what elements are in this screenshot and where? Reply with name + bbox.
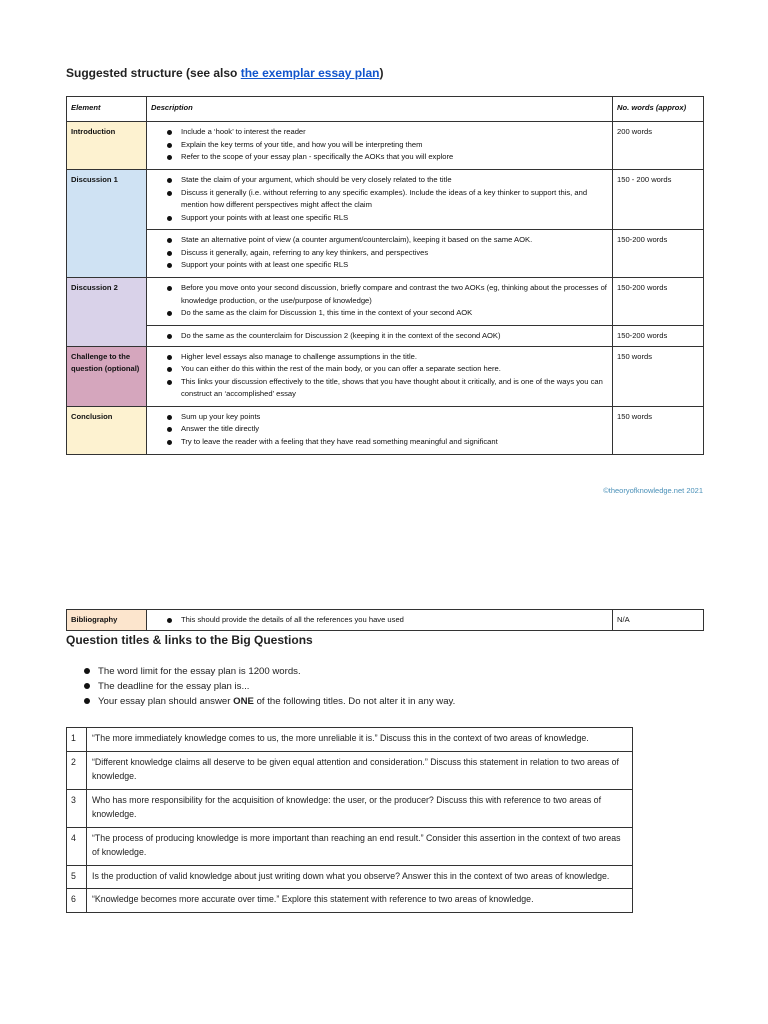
introduction-description (147, 122, 613, 170)
discussion1-claim-words: 150 - 200 words (613, 170, 704, 230)
conclusion-label: Conclusion (67, 406, 147, 454)
table-row (67, 827, 633, 865)
title-number: 2 (67, 751, 87, 789)
list-item: Sum up your key points (167, 411, 608, 424)
introduction-words: 200 words (613, 122, 704, 170)
structure-header-row (67, 97, 704, 122)
discussion2-claim-row (67, 278, 704, 326)
list-item: State the claim of your argument, which should be very closely related to the title (167, 174, 608, 187)
bibliography-table (66, 609, 704, 631)
discussion2-counter-description (147, 326, 613, 347)
conclusion-description (147, 406, 613, 454)
discussion2-counter-row (67, 326, 704, 347)
introduction-label: Introduction (67, 122, 147, 170)
list-item: Support your points with at least one specific RLS (167, 212, 608, 225)
discussion2-claim-description (147, 278, 613, 326)
challenge-words: 150 words (613, 346, 704, 406)
discussion1-label: Discussion 1 (67, 170, 147, 278)
discussion1-counter-description (147, 230, 613, 278)
conclusion-row (67, 406, 704, 454)
list-item: Explain the key terms of your title, and how you will be interpreting them (167, 139, 608, 152)
answer-note (84, 694, 455, 709)
discussion1-counter-row (67, 230, 704, 278)
challenge-row (67, 346, 704, 406)
structure-heading-close: ) (379, 66, 384, 80)
title-text: Is the production of valid knowledge about just writing down what you observe? Answer this in the context of two areas of knowledge. (87, 865, 633, 889)
discussion2-label: Discussion 2 (67, 278, 147, 347)
word-limit-note: The word limit for the essay plan is 1200 words. (84, 664, 455, 679)
table-row (67, 865, 633, 889)
answer-note-after: of the following titles. Do not alter it in any way. (253, 696, 456, 707)
list-item: Support your points with at least one specific RLS (167, 259, 608, 272)
deadline-note: The deadline for the essay plan is... (84, 679, 455, 694)
challenge-description (147, 346, 613, 406)
bibliography-label: Bibliography (67, 610, 147, 631)
list-item: Discuss it generally, again, referring to any key thinkers, and perspectives (167, 247, 608, 260)
title-number: 4 (67, 827, 87, 865)
introduction-row (67, 122, 704, 170)
list-item: Answer the title directly (167, 423, 608, 436)
table-row (67, 789, 633, 827)
list-item: Do the same as the claim for Discussion 1, this time in the context of your second AOK (167, 307, 608, 320)
exemplar-essay-plan-link[interactable]: the exemplar essay plan (240, 66, 380, 80)
list-item: Include a ‘hook’ to interest the reader (167, 126, 608, 139)
bibliography-row (67, 610, 704, 631)
title-text: “The more immediately knowledge comes to us, the more unreliable it is.” Discuss this in the context of two areas of knowledge. (87, 728, 633, 752)
structure-table (66, 96, 704, 455)
discussion1-claim-row (67, 170, 704, 230)
answer-note-before: Your essay plan should answer (98, 696, 234, 707)
question-titles-table (66, 727, 633, 913)
essay-notes (84, 664, 455, 709)
header-words: No. words (approx) (613, 97, 704, 122)
header-element: Element (67, 97, 147, 122)
list-item: This should provide the details of all the references you have used (167, 614, 608, 626)
list-item: Try to leave the reader with a feeling that they have read something meaningful and significant (167, 436, 608, 449)
title-text: “Knowledge becomes more accurate over time.” Explore this statement with reference to two areas of knowledge. (87, 889, 633, 913)
discussion2-claim-words: 150-200 words (613, 278, 704, 326)
list-item: Higher level essays also manage to challenge assumptions in the title. (167, 351, 608, 364)
conclusion-words: 150 words (613, 406, 704, 454)
bibliography-description (147, 610, 613, 631)
structure-heading (66, 66, 383, 80)
discussion2-counter-words: 150-200 words (613, 326, 704, 347)
title-text: “The process of producing knowledge is more important than reaching an end result.” Consider this assertion in the context of two areas of knowledge. (87, 827, 633, 865)
structure-heading-text: Suggested structure (see also (66, 66, 241, 80)
discussion1-claim-description (147, 170, 613, 230)
list-item: Refer to the scope of your essay plan - specifically the AOKs that you will explore (167, 151, 608, 164)
table-row (67, 751, 633, 789)
copyright-notice: ©theoryofknowledge.net 2021 (603, 486, 703, 495)
question-titles-heading: Question titles & links to the Big Questions (66, 633, 313, 647)
challenge-label: Challenge to the question (optional) (67, 346, 147, 406)
list-item: Do the same as the counterclaim for Discussion 2 (keeping it in the context of the second AOK) (167, 330, 608, 343)
list-item: State an alternative point of view (a counter argument/counterclaim), keeping it based on the same AOK. (167, 234, 608, 247)
list-item: Discuss it generally (i.e. without referring to any specific examples). Include the ideas of a key thinker to support this, and mention how different perspectives might affect the claim (167, 187, 608, 212)
title-number: 3 (67, 789, 87, 827)
list-item: This links your discussion effectively to the title, shows that you have thought about it critically, and is one of the ways you can construct an ‘accomplished’ essay (167, 376, 608, 401)
list-item: You can either do this within the rest of the main body, or you can offer a separate section here. (167, 363, 608, 376)
header-description: Description (147, 97, 613, 122)
list-item: Before you move onto your second discussion, briefly compare and contrast the two AOKs (eg, thinking about the processes of knowledge production, or the use/purpose of knowledge) (167, 282, 608, 307)
title-number: 5 (67, 865, 87, 889)
title-text: “Different knowledge claims all deserve to be given equal attention and consideration.” Discuss this statement in relation to two areas of knowledge. (87, 751, 633, 789)
table-row (67, 889, 633, 913)
answer-note-bold: ONE (233, 696, 254, 707)
title-text: Who has more responsibility for the acquisition of knowledge: the user, or the producer? Discuss this with reference to two areas of knowledge. (87, 789, 633, 827)
title-number: 1 (67, 728, 87, 752)
title-number: 6 (67, 889, 87, 913)
bibliography-words: N/A (613, 610, 704, 631)
discussion1-counter-words: 150-200 words (613, 230, 704, 278)
table-row (67, 728, 633, 752)
